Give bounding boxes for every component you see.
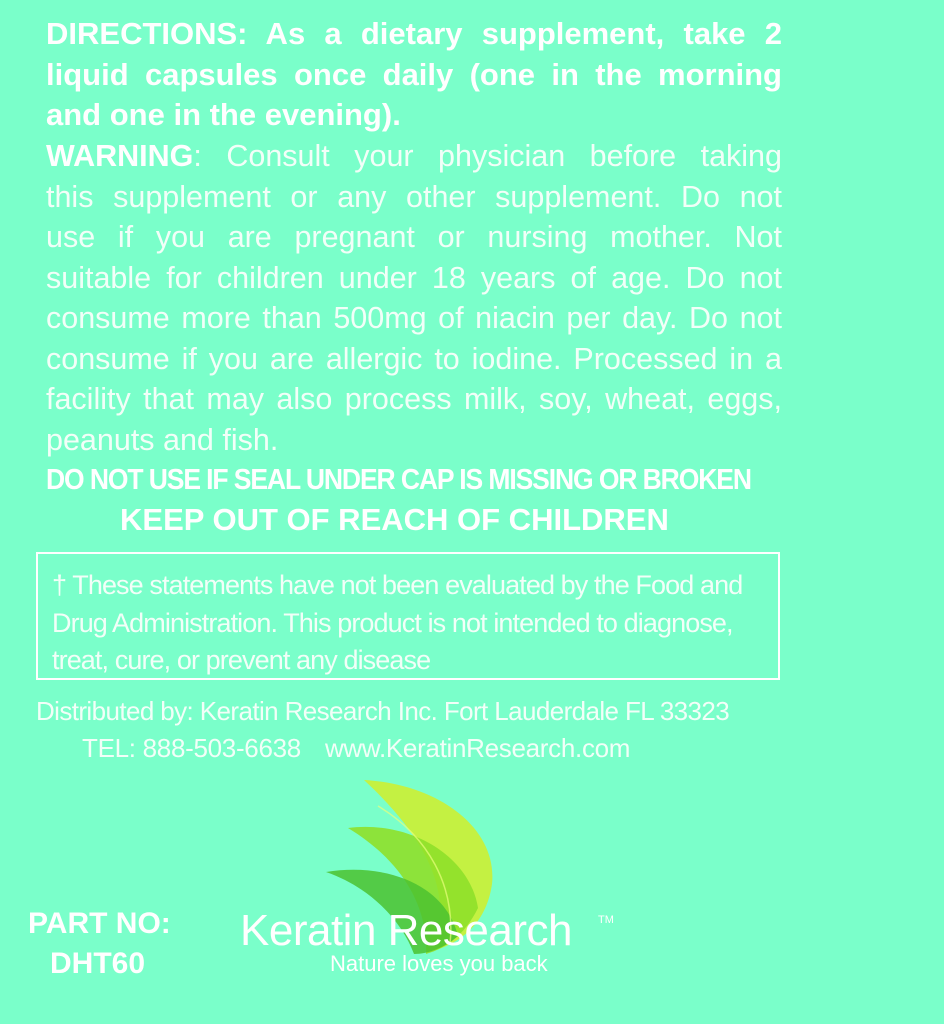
website-url: www.KeratinResearch.com bbox=[324, 733, 631, 763]
distributor-info: Distributed by: Keratin Research Inc. Fort Lauderdale FL 33323 bbox=[36, 696, 730, 726]
part-number-value: DHT60 bbox=[50, 947, 146, 980]
brand-name: Keratin Research bbox=[240, 906, 572, 955]
seal-warning: DO NOT USE IF SEAL UNDER CAP IS MISSING OR BROKEN bbox=[46, 463, 751, 496]
warning-line: consume more than 500mg of niacin per day. Do not bbox=[46, 301, 782, 335]
warning-label: WARNING bbox=[46, 139, 194, 173]
part-number bbox=[28, 904, 188, 984]
brand-tagline: Nature loves you back bbox=[330, 951, 548, 976]
warning-line: this supplement or any other supplement. Do not bbox=[46, 179, 782, 214]
directions-line: liquid capsules once daily (one in the morning bbox=[46, 56, 782, 92]
part-number-label: PART NO: bbox=[28, 907, 171, 940]
warning-text: : Consult your physician before taking bbox=[193, 139, 782, 173]
fda-disclaimer-box bbox=[36, 552, 780, 680]
trademark-symbol: TM bbox=[598, 914, 614, 926]
warning-line: suitable for children under 18 years of age. Do not bbox=[46, 260, 782, 295]
directions-section bbox=[46, 14, 782, 136]
warning-line: facility that may also process milk, soy, wheat, eggs, bbox=[46, 382, 782, 416]
keep-out-warning: KEEP OUT OF REACH OF CHILDREN bbox=[120, 502, 669, 537]
warning-line: use if you are pregnant or nursing mother. Not bbox=[46, 220, 782, 254]
contact-info bbox=[82, 733, 630, 764]
warning-line bbox=[46, 136, 782, 177]
fda-disclaimer-line: † These statements have not been evaluated by the Food and bbox=[52, 570, 743, 600]
directions-line: DIRECTIONS: As a dietary supplement, take 2 bbox=[46, 16, 782, 51]
warning-line: consume if you are allergic to iodine. Processed in a bbox=[46, 341, 782, 376]
directions-line: and one in the evening). bbox=[46, 97, 401, 132]
fda-disclaimer-line: Drug Administration. This product is not intended to diagnose, bbox=[52, 607, 733, 638]
phone-number: TEL: 888-503-6638 bbox=[82, 733, 301, 763]
warning-line: peanuts and fish. bbox=[46, 422, 279, 457]
fda-disclaimer-line: treat, cure, or prevent any disease bbox=[52, 645, 431, 675]
warning-section bbox=[46, 136, 782, 460]
